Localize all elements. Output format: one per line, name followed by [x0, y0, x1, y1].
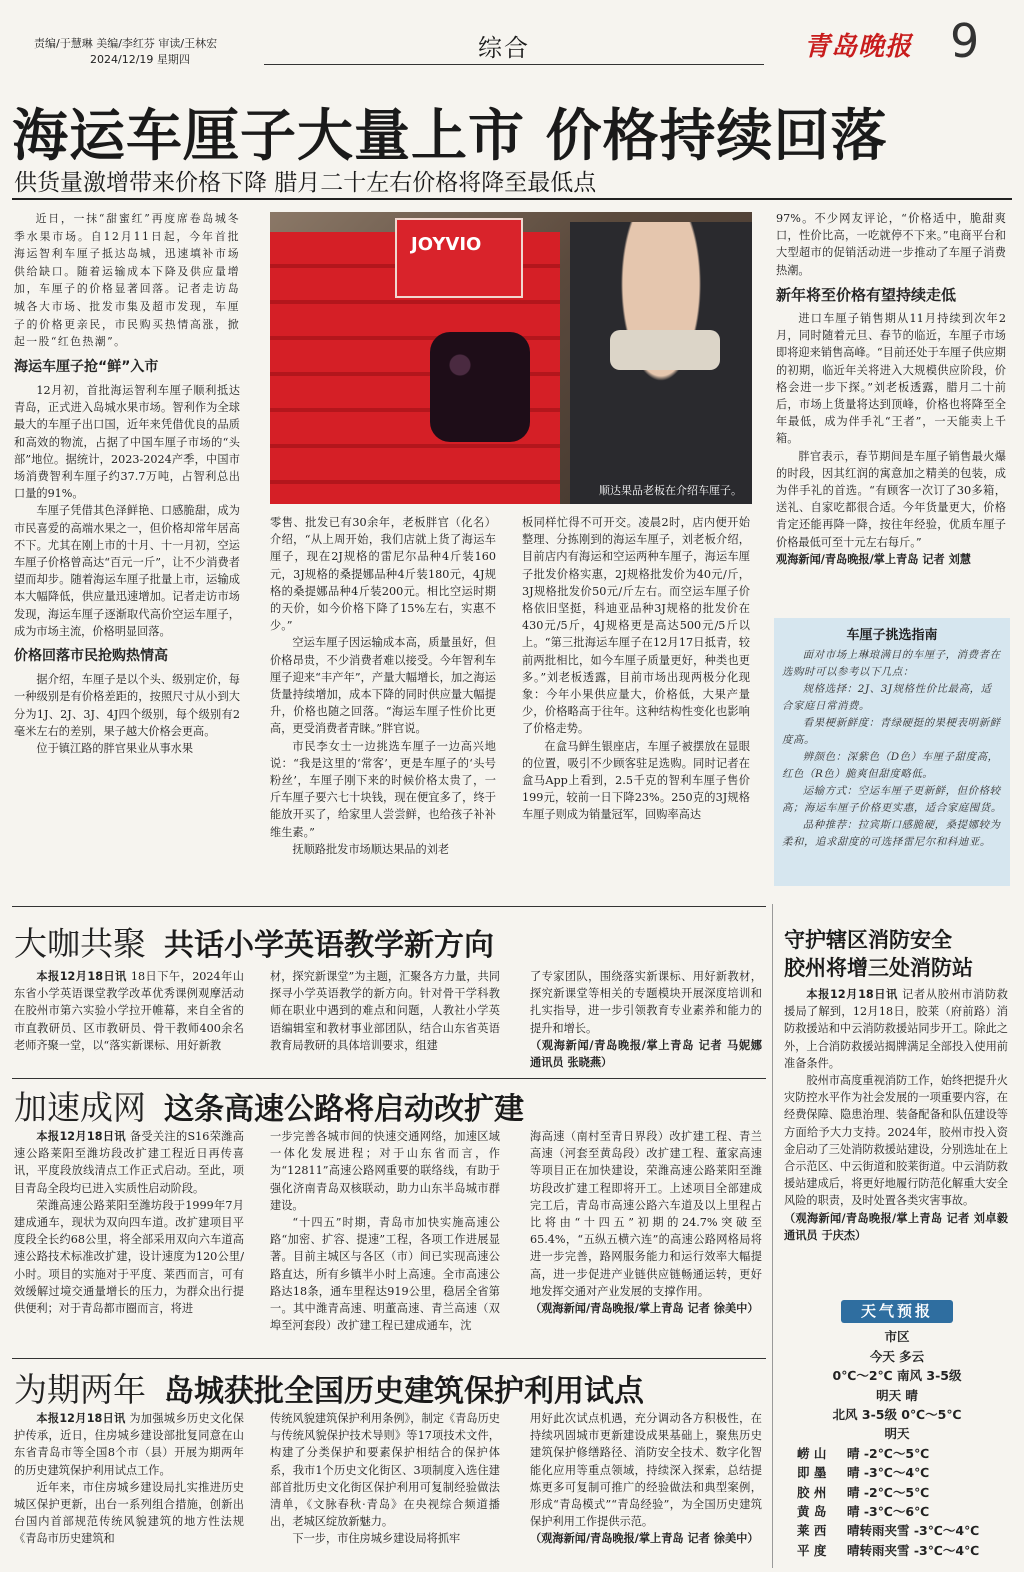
paragraph: 抚顺路批发市场顺达果品的刘老: [292, 842, 450, 856]
article-3-col-2: [270, 1128, 500, 1354]
weather-city-row: 即 墨 晴 -3℃～4℃: [797, 1465, 930, 1481]
article-2-col-1: [14, 968, 244, 1072]
paragraph: 为加强城乡历史文化保护传承，近日，住房城乡建设部批复同意在山东省青岛市等全国8个市（县）开展为期两年的历史建筑保护利用试点工作。: [14, 1412, 244, 1477]
paragraph: 下一步，市住房城乡建设局将抓牢: [292, 1532, 461, 1546]
article-2-col-2: [270, 968, 500, 1072]
guide-item: 运输方式：空运车厘子更新鲜，但价格较高；海运车厘子价格更实惠，适合家庭囤货。: [782, 785, 1002, 814]
main-subheadline: 供货量激增带来价格下降 腊月二十左右价格将降至最低点: [14, 170, 597, 196]
guide-item: 品种推荐：拉宾斯口感脆硬，桑提娜较为柔和，追求甜度的可选择雷尼尔和科迪亚。: [782, 819, 1001, 848]
lead-column-1: [14, 210, 240, 886]
photo-caption: 顺达果品老板在介绍车厘子。: [599, 484, 742, 497]
guide-title: 车厘子挑选指南: [846, 628, 938, 643]
main-headline: 海运车厘子大量上市 价格持续回落: [12, 104, 888, 169]
article-4-col-2: [270, 1410, 500, 1568]
scarf: [610, 330, 720, 370]
masthead-rule: [264, 64, 764, 65]
section-rule: [12, 906, 766, 907]
article-3-kicker: 加速成网: [14, 1088, 146, 1127]
paragraph: 车厘子凭借其色泽鲜艳、口感脆甜，成为市民喜爱的高端水果之一，但价格却常年居高不下。尤其在刚上市的十月、十一月初，空运车厘子价格曾高达“百元一斤”，让不少消费者望而却步。随着海运车厘子批量上市，运输成本大幅降低，供应量迅速增加。记者走访市场发现，海运车厘子逐渐取代高价空运车厘子，成为市场主流，价格明显回落。: [14, 504, 240, 638]
byline: （观海新闻/青岛晚报/掌上青岛 记者 徐美中）: [530, 1302, 759, 1316]
article-2-heading: [14, 918, 494, 965]
article-4-kicker: 为期两年: [14, 1370, 146, 1409]
paragraph: 胖官表示，春节期间是车厘子销售最火爆的时段，因其红润的寓意加之精美的包装，成为伴手礼的首选。“有顾客一次订了30多箱，送礼、自家吃都很合适。今年货量更大，价格肯定还能再降一降，按往年经验，优质车厘子价格最低可至十元左右每斤。”: [776, 449, 1006, 549]
news-photo: [270, 212, 752, 504]
paragraph: 18日下午，2024年山东省小学英语课堂教学改革优秀课例观摩活动在胶州市第六实验小学拉开帷幕，来自全省的市直教研员、区市教研员、骨干教师400余名老师齐聚一堂，以“落实新课标、用好新教: [14, 970, 244, 1052]
paragraph: 市民李女士一边挑选车厘子一边高兴地说：“我是这里的‘常客’，更是车厘子的‘头号粉丝’，车厘子刚下来的时候价格太贵了，一斤车厘子要六七十块钱，现在便宜多了，终于能放开买了，给家里人尝尝鲜，也给孩子补补维生素。”: [270, 739, 496, 839]
paragraph: 用好此次试点机遇，充分调动各方积极性，在持续巩固城市更新建设成果基础上，聚焦历史建筑保护修缮路径、消防安全技术、数字化智能化应用等重点领域，持续深入探索，总结提炼更多可复制可推广的经验做法和典型案例，形成“青岛模式”“青岛经验”，为全国历史建筑保护利用工作提供示范。: [530, 1412, 762, 1529]
paragraph: 空运车厘子因运输成本高，质量虽好，但价格昂贵，不少消费者难以接受。今年智利车厘子迎来“丰产年”，产量大幅增长，加之海运货量持续增加，成本下降的同时供应量大幅提升，价格也随之回落。“海运车厘子性价比更高，更受消费者青睐。”胖官说。: [270, 636, 496, 736]
editor-credit-line: 责编/于慧琳 美编/李红芬 审读/王林宏: [34, 37, 218, 50]
weather-today-detail: 0℃～2℃ 南风 3-5级: [832, 1368, 962, 1384]
paragraph: 在盒马鲜生银座店，车厘子被摆放在显眼的位置，吸引不少顾客驻足选购。同时记者在盒马App上看到，2.5千克的智利车厘子售价199元，较前一日下降23%。250克的3J规格车厘子则成为销量冠军，回购率高达: [522, 739, 750, 822]
dateline: 本报12月18日讯: [36, 1412, 126, 1425]
guide-item: 看果梗新鲜度：青绿硬挺的果梗表明新鲜度高。: [782, 717, 1001, 746]
byline: 观海新闻/青岛晚报/掌上青岛 记者 刘慧: [776, 552, 971, 566]
lead-intro: 近日，一抹“甜蜜红”再度席卷岛城冬季水果市场。自12月11日起，今年首批海运智利车厘子抵达岛城，迅速填补市场供给缺口。随着运输成本下降及供应量增加，车厘子的价格显著回落。记者走访岛城各大市场、批发市集及超市发现，车厘子的价格更亲民，市民购买热情高涨，掀起一股“红色热潮”。: [14, 212, 240, 349]
page-number: 9: [950, 14, 980, 68]
weather-badge: 天气预报: [841, 1300, 953, 1323]
lead-column-4: [776, 210, 1006, 610]
weather-city-row: 莱 西 晴转雨夹雪 -3℃～4℃: [797, 1523, 980, 1539]
weather-city-row: 平 度 晴转雨夹雪 -3℃～4℃: [797, 1542, 980, 1558]
weather-box: [782, 1300, 1012, 1570]
paragraph: 板同样忙得不可开交。凌晨2时，店内便开始整理、分拣刚到的海运车厘子，刘老板介绍，目前店内有海运和空运两种车厘子，海运车厘子批发价格实惠，2J规格批发价为40元/斤，3J规格批发价50元/斤左右。而空运车厘子价格依旧坚挺，科迪亚品种3J规格的批发价在430元/5斤，4J规格更是高达500元/5斤以上。“第三批海运车厘子在12月17日抵青，较前两批相比，如今车厘子质量更好，种类也更多。”刘老板透露，目前市场出现两极分化现象：今年小果供应量大，价格低，大果产量少，价格略高于往年。这种结构性变化也影响了价格走势。: [522, 516, 750, 736]
article-4-col-1: [14, 1410, 244, 1568]
guide-item: 规格选择：2J、3J规格性价比最高，适合家庭日常消费。: [782, 683, 992, 712]
article-3-title: 这条高速公路将启动改扩建: [164, 1092, 524, 1127]
guide-item: 面对市场上琳琅满目的车厘子，消费者在选购时可以参考以下几点：: [782, 649, 1001, 678]
lead-column-3: [522, 514, 750, 886]
weather-area: 市区: [884, 1329, 910, 1345]
paragraph: 了专家团队，围绕落实新课标、用好新教材，探究新课堂等相关的专题模块开展深度培训和扎实指导，进一步引领教育专业素养和能力的提升和增长。: [530, 970, 762, 1035]
lead-column-2: [270, 514, 496, 886]
section-rule: [12, 1078, 766, 1079]
weather-city-row: 崂 山 晴 -2℃～5℃: [797, 1445, 930, 1461]
article-2-title: 共话小学英语教学新方向: [164, 928, 494, 963]
paragraph: 97%。不少网友评论，“价格适中，脆甜爽口，性价比高，一吃就停不下来。”电商平台和大型超市的促销活动进一步推动了车厘子消费热潮。: [776, 212, 1006, 277]
lead-subhead-2: 价格回落市民抢购热情高: [14, 648, 168, 664]
paragraph: 12月初，首批海运智利车厘子顺利抵达青岛，正式进入岛城水果市场。智利作为全球最大的车厘子出口国，近年来凭借优良的品质和高效的物流，占据了中国车厘子市场的“头部”地位。据统计，2023-2024产季，中国市场消费智利车厘子约37.7万吨，占智利总出口量的91%。: [14, 383, 240, 501]
issue-date: 2024/12/19 星期四: [90, 53, 190, 66]
paragraph: 荣潍高速公路莱阳至潍坊段于1999年7月建成通车，现状为双向四车道。改扩建项目平度段全长约68公里，将全部采用双向六车道高速公路技术标准改扩建，设计速度为120公里/小时。项目的实施对于平度、莱西而言，可有效缓解过境交通量增长的压力，为群众出行提供便利；对于青岛都市圈而言，将进: [14, 1198, 244, 1316]
dateline: 本报12月18日讯: [806, 988, 898, 1001]
lead-subhead-1: 海运车厘子抢“鲜”入市: [14, 358, 159, 375]
article-3-col-3: [530, 1128, 762, 1354]
article-5-title-2: 胶州将增三处消防站: [784, 956, 973, 980]
weather-city-row: 黄 岛 晴 -3℃～6℃: [797, 1504, 930, 1520]
paragraph: 近年来，市住房城乡建设局扎实推进历史城区保护更新，出台一系列组合措施，创新出台国内首部规范传统风貌建筑的地方性法规《青岛市历史建筑和: [14, 1480, 244, 1546]
byline: （观海新闻/青岛晚报/掌上青岛 记者 马妮娜 通讯员 张晓燕）: [530, 1038, 762, 1070]
article-4-heading: [14, 1364, 644, 1411]
article-5-heading: [784, 926, 1010, 982]
article-4-title: 岛城获批全国历史建筑保护利用试点: [164, 1374, 644, 1409]
guide-item: 辨颜色：深紫色（D色）车厘子甜度高，红色（R色）脆爽但甜度略低。: [782, 751, 999, 780]
weather-tomorrow: 明天 晴: [876, 1387, 918, 1403]
paragraph: 海高速（南村至青日界段）改扩建工程、青兰高速（河套至黄岛段）改扩建工程、董家高速等项目正在加快建设，荣潍高速公路莱阳至潍坊段改扩建工程即将开工。上述项目全部建成完工后，青岛市高速公路六车道及以上里程占比将由“十四五”初期的24.7%突破至65.4%，“五纵五横六连”的高速公路网格局将进一步完善，路网服务能力和运行效率大幅提高，进一步促进产业链供应链畅通运转，更好地发挥交通对产业发展的支撑作用。: [530, 1130, 762, 1298]
paragraph: 进口车厘子销售期从11月持续到次年2月，同时随着元旦、春节的临近，车厘子市场即将迎来销售高峰。“目前还处于车厘子供应期的初期，临近年关将进入大规模供应阶段，价格会进一步下探。”刘老板透露，腊月二十前后，市场上货量将达到顶峰，价格也将降至全年最低，成为伴手礼“王者”，一天能卖上千箱。: [776, 312, 1006, 446]
cherries: [430, 332, 530, 442]
dateline: 本报12月18日讯: [36, 970, 127, 983]
weather-tomorrow-header: 明天: [884, 1426, 910, 1442]
paragraph: 零售、批发已有30余年，老板胖官（化名）介绍，“从上周开始，我们店就上货了海运车厘子，现在2J规格的雷尼尔品种4斤装160元，3J规格的桑提娜品种4斤装180元，4J规格的桑提娜品种4斤装200元。相比空运时期的天价，如今价格下降了15%左右，实惠不少。”: [270, 516, 496, 633]
lead-subhead-3: 新年将至价格有望持续走低: [776, 285, 957, 304]
article-3-col-1: [14, 1128, 244, 1354]
paragraph: 记者从胶州市消防救援局了解到，12月18日，胶莱（府前路）消防救援站和中云消防救援站同步开工。除此之外，上合消防救援站揭牌满足全部投入使用前准备条件。: [784, 988, 1008, 1070]
article-3-heading: [14, 1082, 524, 1129]
headline-rule: [12, 198, 1012, 200]
article-2-kicker: 大咖共聚: [14, 924, 146, 963]
paragraph: 一步完善各城市间的快速交通网络，加速区域一体化发展进程；对于山东省而言，作为“12811”高速公路网重要的联络线，有助于强化济南青岛双核联动，助力山东半岛城市群建设。: [270, 1130, 500, 1212]
paragraph: 据介绍，车厘子是以个头、级别定价，每一种级别是有价格差距的，按照尺寸从小到大分为1J、2J、3J、4J四个级别，每个级别有2毫米左右的差别，果子越大价格会更高。: [14, 673, 240, 738]
paragraph: 位于镇江路的胖官果业从事水果: [36, 742, 194, 756]
byline: （观海新闻/青岛晚报/掌上青岛 记者 刘卓毅 通讯员 于庆杰）: [784, 1211, 1008, 1242]
paragraph: 材，探究新课堂”为主题，汇聚各方力量，共同探寻小学英语教学的新方向。针对骨干学科教师在职业中遇到的难点和问题，人教社小学英语编辑室和教材事业部团队，结合山东省英语教育局教研的具体培训要求，组建: [270, 970, 500, 1052]
dateline: 本报12月18日讯: [36, 1130, 126, 1143]
article-5-body: [784, 986, 1008, 1282]
paragraph: 传统风貌建筑保护利用条例》，制定《青岛历史与传统风貌保护技术导则》等17项技术文件，构建了分类保护和要素保护相结合的保护体系，我市1个历史文化街区、3项制度入选住建部首批历史文化街区保护利用可复制经验做法清单，《文脉春秋·青岛》在央视综合频道播出，老城区绽放新魅力。: [270, 1412, 500, 1529]
weather-tomorrow-detail: 北风 3-5级 0℃～5℃: [832, 1407, 962, 1423]
cherry-box-label: JOYVIO: [395, 218, 523, 298]
section-rule: [12, 1358, 766, 1359]
paragraph: 胶州市高度重视消防工作，始终把提升火灾防控水平作为社会发展的一项重要内容，在经费保障、隐患治理、装备配备和队伍建设等方面给予大力支持。2024年，胶州市投入资金启动了三处消防救援站建设，分别选址在上合示范区、中云街道和胶莱街道。中云消防救援站建成后，将更好地履行防范化解重大安全风险的职责，及时处置各类灾害事故。: [784, 1074, 1008, 1208]
paragraph: 备受关注的S16荣潍高速公路莱阳至潍坊段改扩建工程近日再传喜讯，平度段放线清点工作正式启动。至此，项目青岛全段均已进入实质性启动阶段。: [14, 1130, 244, 1195]
selection-guide-box: [774, 618, 1010, 886]
newspaper-logo: 青岛晚报: [804, 32, 913, 62]
paragraph: “十四五”时期，青岛市加快实施高速公路“加密、扩容、提速”工程，各项工作进展显著。目前主城区与各区（市）间已实现高速公路直达，所有乡镇半小时上高速。全市高速公路达18条，通车里程达919公里，稳居全省第一。其中潍青高速、明董高速、青兰高速（双埠至河套段）改扩建工程已建成通车，沈: [270, 1216, 500, 1333]
weather-today: 今天 多云: [869, 1348, 925, 1364]
weather-city-row: 胶 州 晴 -2℃～5℃: [797, 1484, 930, 1500]
section-name: 综合: [478, 34, 530, 62]
article-5-title-1: 守护辖区消防安全: [784, 928, 952, 952]
article-4-col-3: [530, 1410, 762, 1568]
article-2-col-3: [530, 968, 762, 1072]
column-divider: [772, 904, 773, 1568]
editor-credits: [34, 36, 217, 68]
byline: （观海新闻/青岛晚报/掌上青岛 记者 徐美中）: [530, 1532, 759, 1546]
